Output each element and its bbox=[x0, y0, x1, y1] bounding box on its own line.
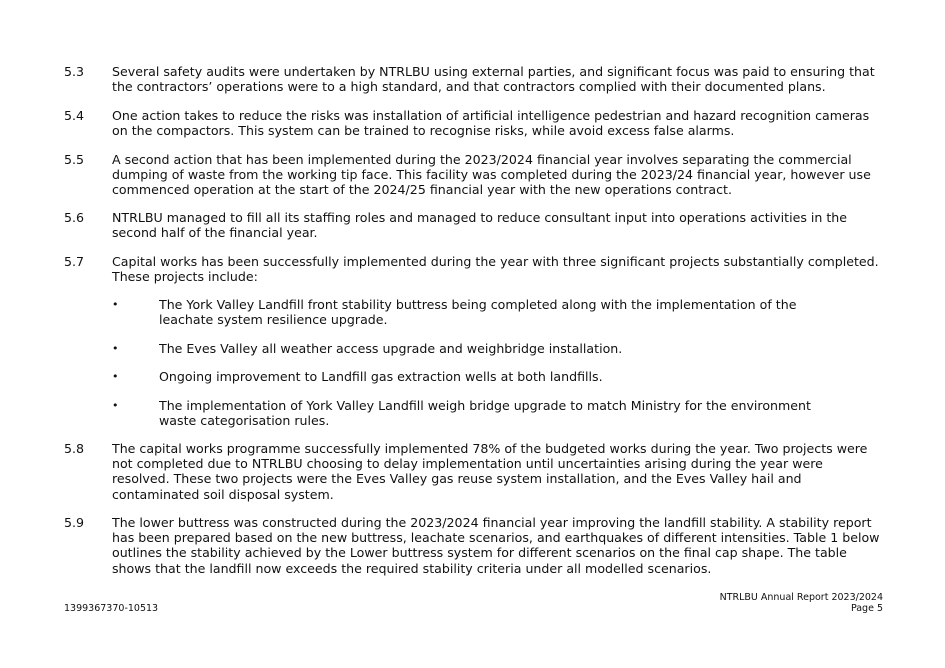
paragraph-number: 5.3 bbox=[64, 64, 85, 79]
bullet-text: Ongoing improvement to Landfill gas extraction wells at both landfills. bbox=[159, 369, 603, 384]
page-footer bbox=[720, 592, 883, 614]
report-title: NTRLBU Annual Report 2023/2024 bbox=[719, 592, 883, 603]
bullet-item bbox=[112, 341, 852, 356]
paragraph-text: One action takes to reduce the risks was installation of artificial intelligence pedestrian and hazard recognition cameras on the compactors. This system can be trained to recognise risks, while avoid excess false alarms. bbox=[112, 108, 870, 139]
bullet-text: The York Valley Landfill front stability buttress being completed along with the implementation of the leachate system resilience upgrade. bbox=[159, 297, 797, 328]
paragraph-5-4 bbox=[64, 108, 884, 138]
bullet-item bbox=[112, 297, 852, 327]
paragraph-5-3 bbox=[64, 64, 884, 94]
paragraph-text: Capital works has been successfully implemented during the year with three significant projects substantially completed. These projects include: bbox=[112, 254, 879, 285]
paragraph-5-7 bbox=[64, 254, 884, 284]
paragraph-text: NTRLBU managed to fill all its staffing roles and managed to reduce consultant input into operations activities in the second half of the financial year. bbox=[112, 210, 848, 241]
paragraph-5-5 bbox=[64, 152, 884, 198]
paragraph-5-6 bbox=[64, 210, 884, 240]
bullet-item bbox=[112, 369, 852, 384]
bullet-text: The implementation of York Valley Landfill weigh bridge upgrade to match Ministry for the environment waste categorisation rules. bbox=[159, 398, 811, 429]
paragraph-number: 5.6 bbox=[64, 210, 85, 225]
paragraph-number: 5.9 bbox=[64, 515, 85, 530]
bullet-marker: • bbox=[112, 370, 119, 383]
paragraph-number: 5.7 bbox=[64, 254, 85, 269]
paragraph-text: Several safety audits were undertaken by NTRLBU using external parties, and significant focus was paid to ensuring that the contractors’ operations were to a high standard, and that contractors complied with their documented plans. bbox=[112, 64, 875, 95]
paragraph-text: The capital works programme successfully implemented 78% of the budgeted works during the year. Two projects were not completed due to NTRLBU choosing to delay implementation until uncertainties arising during the year were resolved. These two projects were the Eves Valley gas reuse system installation, and the Eves Valley hail and contaminated soil disposal system. bbox=[112, 441, 868, 502]
document-id: 1399367370-10513 bbox=[64, 603, 159, 614]
paragraph-5-8 bbox=[64, 441, 884, 502]
paragraph-number: 5.5 bbox=[64, 152, 85, 167]
bullet-marker: • bbox=[112, 399, 119, 412]
bullet-text: The Eves Valley all weather access upgrade and weighbridge installation. bbox=[159, 341, 623, 356]
paragraph-text: The lower buttress was constructed during the 2023/2024 financial year improving the landfill stability. A stability report has been prepared based on the new buttress, leachate scenarios, and earthquakes of different intensities. Table 1 below outlines the stability achieved by the Lower buttress system for different scenarios on the final cap shape. The table shows that the landfill now exceeds the required stability criteria under all modelled scenarios. bbox=[112, 515, 880, 576]
paragraph-5-9 bbox=[64, 515, 884, 576]
paragraph-text: A second action that has been implemented during the 2023/2024 financial year involves separating the commercial dumping of waste from the working tip face. This facility was completed during the 2023/24 financial year, however use commenced operation at the start of the 2024/25 financial year with the new operations contract. bbox=[112, 152, 871, 198]
bullet-marker: • bbox=[112, 342, 119, 355]
paragraph-number: 5.8 bbox=[64, 441, 85, 456]
bullet-item bbox=[112, 398, 852, 428]
paragraph-number: 5.4 bbox=[64, 108, 85, 123]
bullet-marker: • bbox=[112, 298, 119, 311]
page-number: Page 5 bbox=[850, 603, 883, 614]
